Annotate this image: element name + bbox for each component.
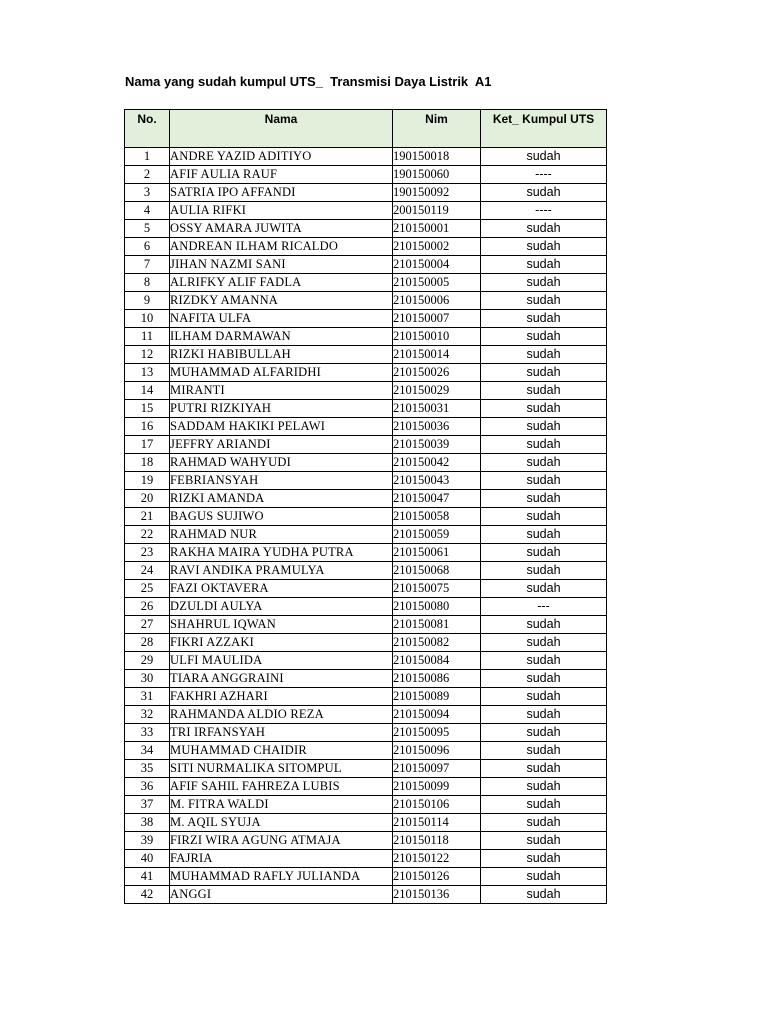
cell-ket: --- [481, 598, 607, 616]
cell-nim: 190150092 [393, 184, 481, 202]
cell-nim: 210150059 [393, 526, 481, 544]
table-row [125, 202, 607, 220]
table-row [125, 706, 607, 724]
cell-nim: 210150004 [393, 256, 481, 274]
cell-ket: sudah [481, 562, 607, 580]
table-row [125, 436, 607, 454]
cell-nama: FAKHRI AZHARI [170, 688, 393, 706]
table-row [125, 328, 607, 346]
cell-nim: 210150136 [393, 886, 481, 904]
cell-no: 36 [125, 778, 170, 796]
cell-nama: RIZDKY AMANNA [170, 292, 393, 310]
table-row [125, 274, 607, 292]
cell-no: 38 [125, 814, 170, 832]
table-row [125, 544, 607, 562]
table-row [125, 418, 607, 436]
cell-nama: ALRIFKY ALIF FADLA [170, 274, 393, 292]
cell-no: 11 [125, 328, 170, 346]
cell-ket: sudah [481, 148, 607, 166]
cell-nim: 210150039 [393, 436, 481, 454]
cell-ket: sudah [481, 490, 607, 508]
cell-ket: sudah [481, 634, 607, 652]
cell-ket: sudah [481, 472, 607, 490]
cell-nama: ANDRE YAZID ADITIYO [170, 148, 393, 166]
cell-nama: RAHMANDA ALDIO REZA [170, 706, 393, 724]
cell-ket: sudah [481, 778, 607, 796]
cell-ket: sudah [481, 760, 607, 778]
cell-nim: 210150002 [393, 238, 481, 256]
table-row [125, 454, 607, 472]
cell-ket: sudah [481, 616, 607, 634]
table-row [125, 220, 607, 238]
cell-no: 20 [125, 490, 170, 508]
header-row [125, 110, 607, 148]
cell-ket: sudah [481, 868, 607, 886]
cell-ket: sudah [481, 364, 607, 382]
cell-nim: 210150042 [393, 454, 481, 472]
cell-no: 18 [125, 454, 170, 472]
cell-ket: sudah [481, 238, 607, 256]
cell-no: 7 [125, 256, 170, 274]
cell-ket: ---- [481, 202, 607, 220]
table-row [125, 364, 607, 382]
cell-ket: sudah [481, 274, 607, 292]
cell-nama: AFIF AULIA RAUF [170, 166, 393, 184]
cell-nama: DZULDI AULYA [170, 598, 393, 616]
column-header-no: No. [125, 110, 170, 148]
column-header-ket: Ket_ Kumpul UTS [481, 110, 607, 148]
table-row [125, 148, 607, 166]
table-row [125, 814, 607, 832]
cell-nim: 210150043 [393, 472, 481, 490]
cell-nama: RAVI ANDIKA PRAMULYA [170, 562, 393, 580]
cell-nama: FAJRIA [170, 850, 393, 868]
cell-nim: 200150119 [393, 202, 481, 220]
cell-ket: sudah [481, 886, 607, 904]
table-body [125, 148, 607, 904]
cell-nama: PUTRI RIZKIYAH [170, 400, 393, 418]
table-row [125, 778, 607, 796]
cell-ket: sudah [481, 850, 607, 868]
table-row [125, 832, 607, 850]
cell-ket: sudah [481, 706, 607, 724]
cell-nama: RAHMAD NUR [170, 526, 393, 544]
cell-nama: FIRZI WIRA AGUNG ATMAJA [170, 832, 393, 850]
cell-no: 6 [125, 238, 170, 256]
cell-no: 3 [125, 184, 170, 202]
cell-nama: SADDAM HAKIKI PELAWI [170, 418, 393, 436]
cell-no: 1 [125, 148, 170, 166]
cell-nama: SATRIA IPO AFFANDI [170, 184, 393, 202]
table-row [125, 616, 607, 634]
cell-ket: sudah [481, 418, 607, 436]
cell-no: 27 [125, 616, 170, 634]
table-row [125, 796, 607, 814]
cell-nim: 210150014 [393, 346, 481, 364]
cell-nim: 210150096 [393, 742, 481, 760]
cell-ket: sudah [481, 220, 607, 238]
cell-no: 2 [125, 166, 170, 184]
cell-nim: 210150006 [393, 292, 481, 310]
cell-nama: TIARA ANGGRAINI [170, 670, 393, 688]
cell-ket: sudah [481, 724, 607, 742]
cell-nim: 210150005 [393, 274, 481, 292]
cell-ket: sudah [481, 688, 607, 706]
cell-nim: 210150082 [393, 634, 481, 652]
cell-no: 28 [125, 634, 170, 652]
column-header-nim: Nim [393, 110, 481, 148]
cell-nim: 210150031 [393, 400, 481, 418]
cell-nama: RAKHA MAIRA YUDHA PUTRA [170, 544, 393, 562]
cell-no: 40 [125, 850, 170, 868]
cell-ket: sudah [481, 652, 607, 670]
submission-table [124, 109, 607, 904]
cell-no: 26 [125, 598, 170, 616]
cell-nim: 210150086 [393, 670, 481, 688]
cell-nama: MUHAMMAD CHAIDIR [170, 742, 393, 760]
cell-ket: sudah [481, 508, 607, 526]
cell-ket: sudah [481, 400, 607, 418]
cell-no: 10 [125, 310, 170, 328]
table-row [125, 724, 607, 742]
cell-nim: 210150036 [393, 418, 481, 436]
column-header-nama: Nama [170, 110, 393, 148]
cell-ket: sudah [481, 346, 607, 364]
cell-ket: sudah [481, 832, 607, 850]
cell-nama: NAFITA ULFA [170, 310, 393, 328]
table-row [125, 670, 607, 688]
cell-nama: JEFFRY ARIANDI [170, 436, 393, 454]
cell-ket: sudah [481, 436, 607, 454]
cell-ket: sudah [481, 256, 607, 274]
cell-nama: JIHAN NAZMI SANI [170, 256, 393, 274]
table-row [125, 868, 607, 886]
cell-no: 30 [125, 670, 170, 688]
cell-no: 35 [125, 760, 170, 778]
cell-nama: TRI IRFANSYAH [170, 724, 393, 742]
cell-nama: AFIF SAHIL FAHREZA LUBIS [170, 778, 393, 796]
cell-nama: AULIA RIFKI [170, 202, 393, 220]
cell-nim: 210150118 [393, 832, 481, 850]
table-row [125, 166, 607, 184]
table-row [125, 400, 607, 418]
cell-ket: sudah [481, 742, 607, 760]
table-row [125, 850, 607, 868]
cell-nama: ILHAM DARMAWAN [170, 328, 393, 346]
cell-no: 19 [125, 472, 170, 490]
cell-no: 31 [125, 688, 170, 706]
cell-no: 32 [125, 706, 170, 724]
cell-no: 33 [125, 724, 170, 742]
cell-nama: ULFI MAULIDA [170, 652, 393, 670]
table-header [125, 110, 607, 148]
cell-nama: OSSY AMARA JUWITA [170, 220, 393, 238]
cell-no: 21 [125, 508, 170, 526]
cell-nim: 190150060 [393, 166, 481, 184]
table-row [125, 562, 607, 580]
cell-nama: FEBRIANSYAH [170, 472, 393, 490]
cell-ket: sudah [481, 454, 607, 472]
table-row [125, 238, 607, 256]
cell-nim: 210150095 [393, 724, 481, 742]
table-row [125, 742, 607, 760]
table-row [125, 886, 607, 904]
table-row [125, 292, 607, 310]
cell-nama: M. AQIL SYUJA [170, 814, 393, 832]
cell-nim: 210150089 [393, 688, 481, 706]
cell-nama: SHAHRUL IQWAN [170, 616, 393, 634]
table-row [125, 760, 607, 778]
cell-ket: sudah [481, 544, 607, 562]
cell-nim: 210150114 [393, 814, 481, 832]
cell-nim: 190150018 [393, 148, 481, 166]
cell-nama: FAZI OKTAVERA [170, 580, 393, 598]
cell-nim: 210150001 [393, 220, 481, 238]
table-row [125, 634, 607, 652]
cell-nama: RIZKI AMANDA [170, 490, 393, 508]
cell-nim: 210150068 [393, 562, 481, 580]
cell-nama: MIRANTI [170, 382, 393, 400]
cell-ket: sudah [481, 526, 607, 544]
cell-ket: ---- [481, 166, 607, 184]
cell-nim: 210150097 [393, 760, 481, 778]
cell-nama: FIKRI AZZAKI [170, 634, 393, 652]
cell-nama: ANGGI [170, 886, 393, 904]
cell-nim: 210150047 [393, 490, 481, 508]
cell-nim: 210150007 [393, 310, 481, 328]
cell-ket: sudah [481, 328, 607, 346]
cell-no: 5 [125, 220, 170, 238]
cell-ket: sudah [481, 310, 607, 328]
cell-nim: 210150061 [393, 544, 481, 562]
cell-no: 14 [125, 382, 170, 400]
cell-nim: 210150058 [393, 508, 481, 526]
table-row [125, 472, 607, 490]
cell-no: 39 [125, 832, 170, 850]
cell-nim: 210150029 [393, 382, 481, 400]
table-row [125, 346, 607, 364]
cell-no: 41 [125, 868, 170, 886]
table-row [125, 382, 607, 400]
table-row [125, 598, 607, 616]
cell-nim: 210150099 [393, 778, 481, 796]
cell-no: 16 [125, 418, 170, 436]
table-row [125, 688, 607, 706]
cell-no: 34 [125, 742, 170, 760]
cell-ket: sudah [481, 670, 607, 688]
cell-no: 15 [125, 400, 170, 418]
cell-no: 8 [125, 274, 170, 292]
cell-no: 23 [125, 544, 170, 562]
cell-nama: RIZKI HABIBULLAH [170, 346, 393, 364]
cell-ket: sudah [481, 796, 607, 814]
table-row [125, 310, 607, 328]
cell-nama: ANDREAN ILHAM RICALDO [170, 238, 393, 256]
cell-nim: 210150126 [393, 868, 481, 886]
cell-nama: BAGUS SUJIWO [170, 508, 393, 526]
cell-nim: 210150094 [393, 706, 481, 724]
table-row [125, 652, 607, 670]
cell-no: 37 [125, 796, 170, 814]
cell-no: 42 [125, 886, 170, 904]
cell-nim: 210150122 [393, 850, 481, 868]
cell-nim: 210150081 [393, 616, 481, 634]
cell-ket: sudah [481, 382, 607, 400]
table-row [125, 184, 607, 202]
cell-ket: sudah [481, 814, 607, 832]
cell-nim: 210150084 [393, 652, 481, 670]
table-row [125, 256, 607, 274]
cell-no: 13 [125, 364, 170, 382]
page-title: Nama yang sudah kumpul UTS_ Transmisi Daya Listrik A1 [125, 74, 492, 89]
cell-nim: 210150106 [393, 796, 481, 814]
cell-no: 25 [125, 580, 170, 598]
table-row [125, 490, 607, 508]
cell-nim: 210150010 [393, 328, 481, 346]
cell-ket: sudah [481, 184, 607, 202]
cell-nama: RAHMAD WAHYUDI [170, 454, 393, 472]
cell-nama: MUHAMMAD RAFLY JULIANDA [170, 868, 393, 886]
table-row [125, 526, 607, 544]
cell-no: 12 [125, 346, 170, 364]
cell-ket: sudah [481, 292, 607, 310]
cell-no: 9 [125, 292, 170, 310]
cell-nim: 210150080 [393, 598, 481, 616]
table-row [125, 508, 607, 526]
cell-no: 24 [125, 562, 170, 580]
cell-nama: MUHAMMAD ALFARIDHI [170, 364, 393, 382]
cell-no: 4 [125, 202, 170, 220]
table-row [125, 580, 607, 598]
cell-no: 29 [125, 652, 170, 670]
cell-nim: 210150026 [393, 364, 481, 382]
cell-nim: 210150075 [393, 580, 481, 598]
cell-no: 22 [125, 526, 170, 544]
cell-ket: sudah [481, 580, 607, 598]
cell-nama: M. FITRA WALDI [170, 796, 393, 814]
cell-nama: SITI NURMALIKA SITOMPUL [170, 760, 393, 778]
cell-no: 17 [125, 436, 170, 454]
